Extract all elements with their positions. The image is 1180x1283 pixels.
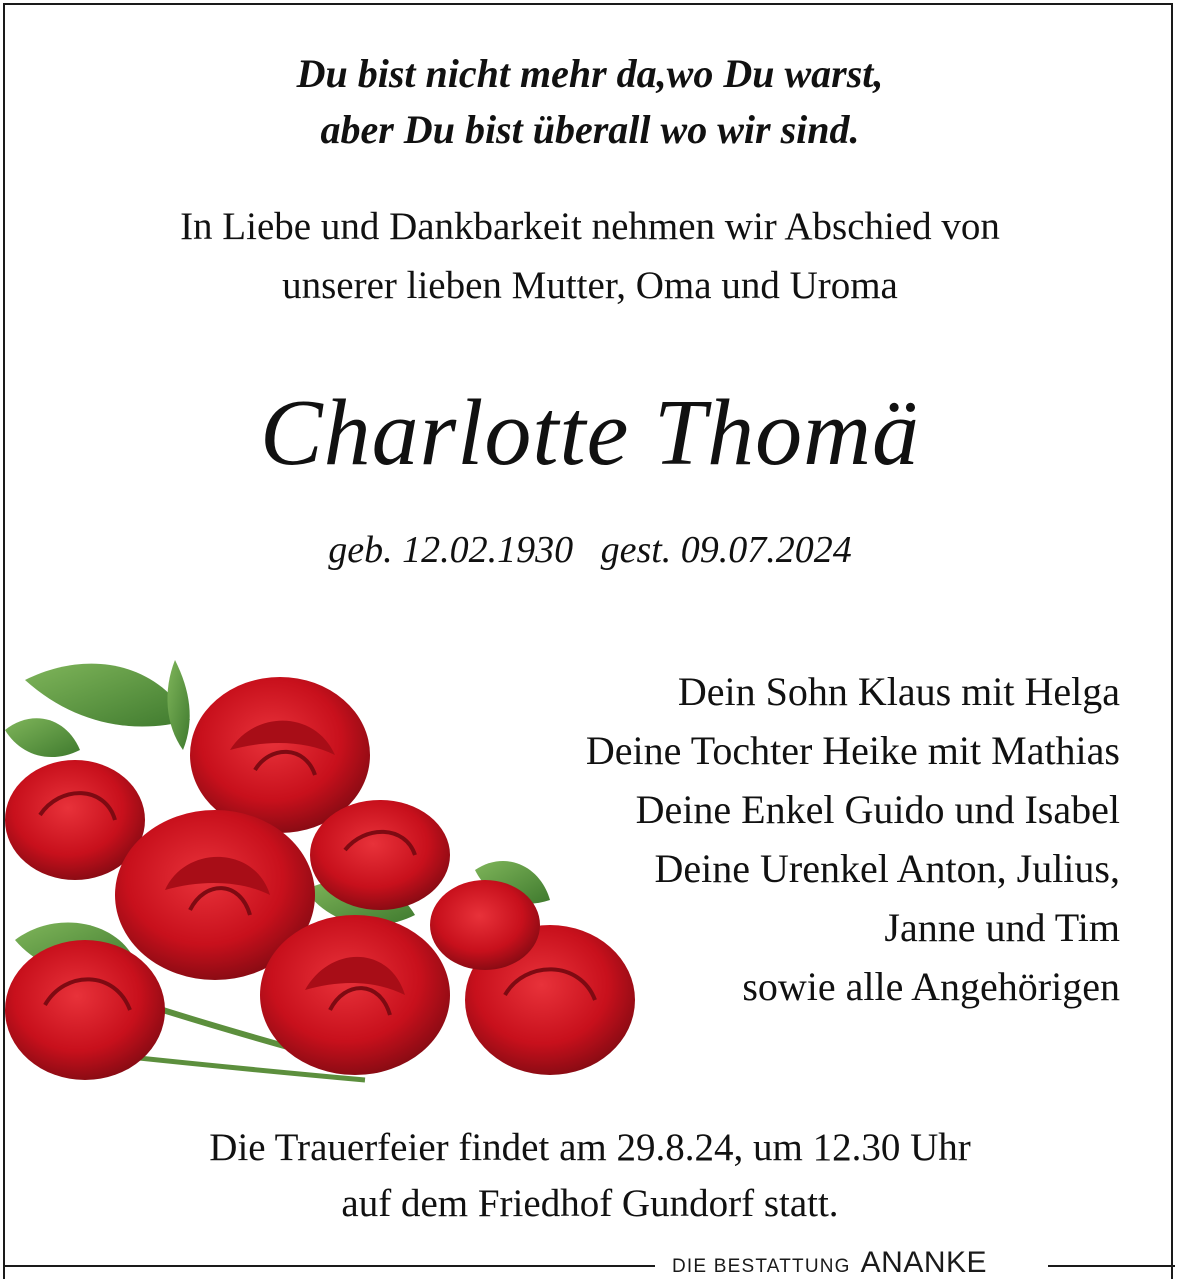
family-member: sowie alle Angehörigen <box>742 964 1120 1009</box>
family-member: Deine Tochter Heike mit Mathias <box>585 728 1120 773</box>
quote-line-2: aber Du bist überall wo wir sind. <box>320 107 860 152</box>
family-member: Deine Urenkel Anton, Julius, <box>654 846 1120 891</box>
family-member: Dein Sohn Klaus mit Helga <box>677 669 1120 714</box>
intro-line-1: In Liebe und Dankbarkeit nehmen wir Abschied von <box>180 205 1000 248</box>
funeral-home-footer <box>672 1246 987 1280</box>
intro-line-2: unserer lieben Mutter, Oma und Uroma <box>282 264 898 307</box>
birth-date: geb. 12.02.1930 <box>328 529 574 571</box>
memorial-quote <box>0 46 1180 158</box>
ceremony-line-1: Die Trauerfeier findet am 29.8.24, um 12.30 Uhr <box>209 1126 971 1169</box>
farewell-intro <box>0 197 1180 315</box>
life-dates <box>0 524 1180 576</box>
ceremony-info <box>0 1120 1180 1232</box>
family-member: Janne und Tim <box>884 905 1120 950</box>
death-date: gest. 09.07.2024 <box>600 529 852 571</box>
footer-rule-left <box>3 1265 655 1267</box>
footer-prefix: DIE BESTATTUNG <box>672 1256 851 1277</box>
family-list <box>420 662 1120 1016</box>
ceremony-line-2: auf dem Friedhof Gundorf statt. <box>341 1182 839 1225</box>
family-member: Deine Enkel Guido und Isabel <box>635 787 1120 832</box>
footer-rule-right <box>1048 1265 1175 1267</box>
deceased-name: Charlotte Thomä <box>259 381 920 485</box>
quote-line-1: Du bist nicht mehr da,wo Du warst, <box>296 51 884 96</box>
funeral-home-brand: ANANKE <box>860 1246 988 1279</box>
